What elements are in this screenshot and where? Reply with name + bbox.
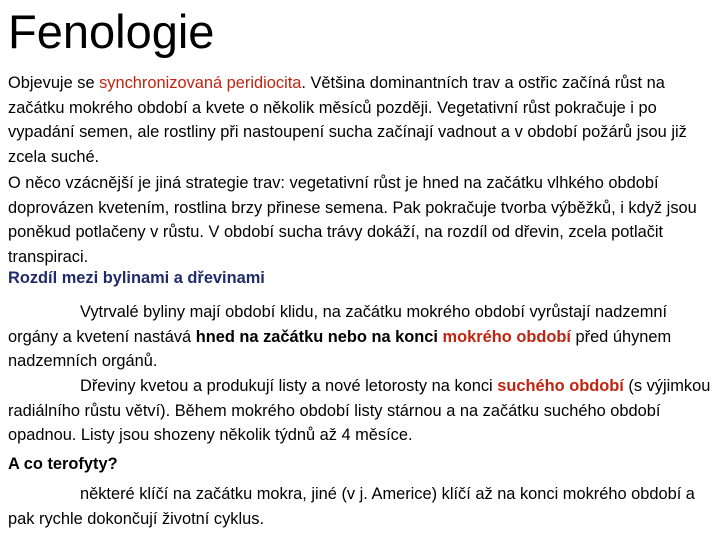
paragraph-text: O něco vzácnější je jiná strategie trav: vegetativní růst je hned na začátku vlhkého období doprovázen kvetením, rostlina brzy přinese semena. Pak pokračuje tvorba výběžků, i když jsou poněkud potlačeny v růstu. V období sucha trávy dokáží, na rozdíl od dřevin, zcela potlačit transpiraci. bbox=[8, 174, 697, 266]
section-heading-therophytes: A co terofyty? bbox=[8, 455, 118, 473]
bold-phrase: hned na začátku nebo na konci bbox=[195, 327, 438, 346]
paragraph-text: . Většina dominantních trav a ostřic začíná růst na začátku mokrého období a kvete o několik měsíců později. Vegetativní růst pokračuje i po vypadání semen, ale rostliny při nastoupení sucha začínají vadnout a v období požárů jsou již zcela suché. bbox=[8, 74, 687, 166]
paragraph-phenology-intro bbox=[8, 71, 714, 169]
highlight-term: mokrého období bbox=[442, 327, 571, 346]
paragraph-text: před úhynem nadzemních orgánů. bbox=[8, 327, 672, 370]
paragraph-text: Objevuje se bbox=[8, 74, 100, 92]
section-heading-herbs-vs-woody: Rozdíl mezi bylinami a dřevinami bbox=[8, 269, 265, 287]
page-title: Fenologie bbox=[8, 5, 215, 58]
paragraph-text: Dřeviny kvetou a produkují listy a nové letorosty na konci bbox=[80, 377, 498, 395]
paragraph-herbs bbox=[8, 300, 714, 374]
highlight-term: synchronizovaná peridiocita bbox=[99, 74, 302, 92]
paragraph-text: některé klíčí na začátku mokra, jiné (v j. Americe) klíčí až na konci mokrého období a pak rychle dokončují životní cyklus. bbox=[8, 485, 695, 528]
highlight-term: suchého období bbox=[497, 377, 624, 395]
paragraph-grass-strategy bbox=[8, 171, 714, 269]
paragraph-therophytes bbox=[8, 482, 714, 531]
paragraph-woody bbox=[8, 374, 714, 448]
paragraph-text: Vytrvalé byliny mají období klidu, na začátku mokrého období vyrůstají nadzemní orgány a kvetení nastává bbox=[8, 303, 668, 346]
paragraph-text: (s výjimkou radiálního růstu větví). Během mokrého období listy stárnou a na začátku suchého období opadnou. Listy jsou shozeny několik týdnů až 4 měsíce. bbox=[8, 377, 711, 444]
